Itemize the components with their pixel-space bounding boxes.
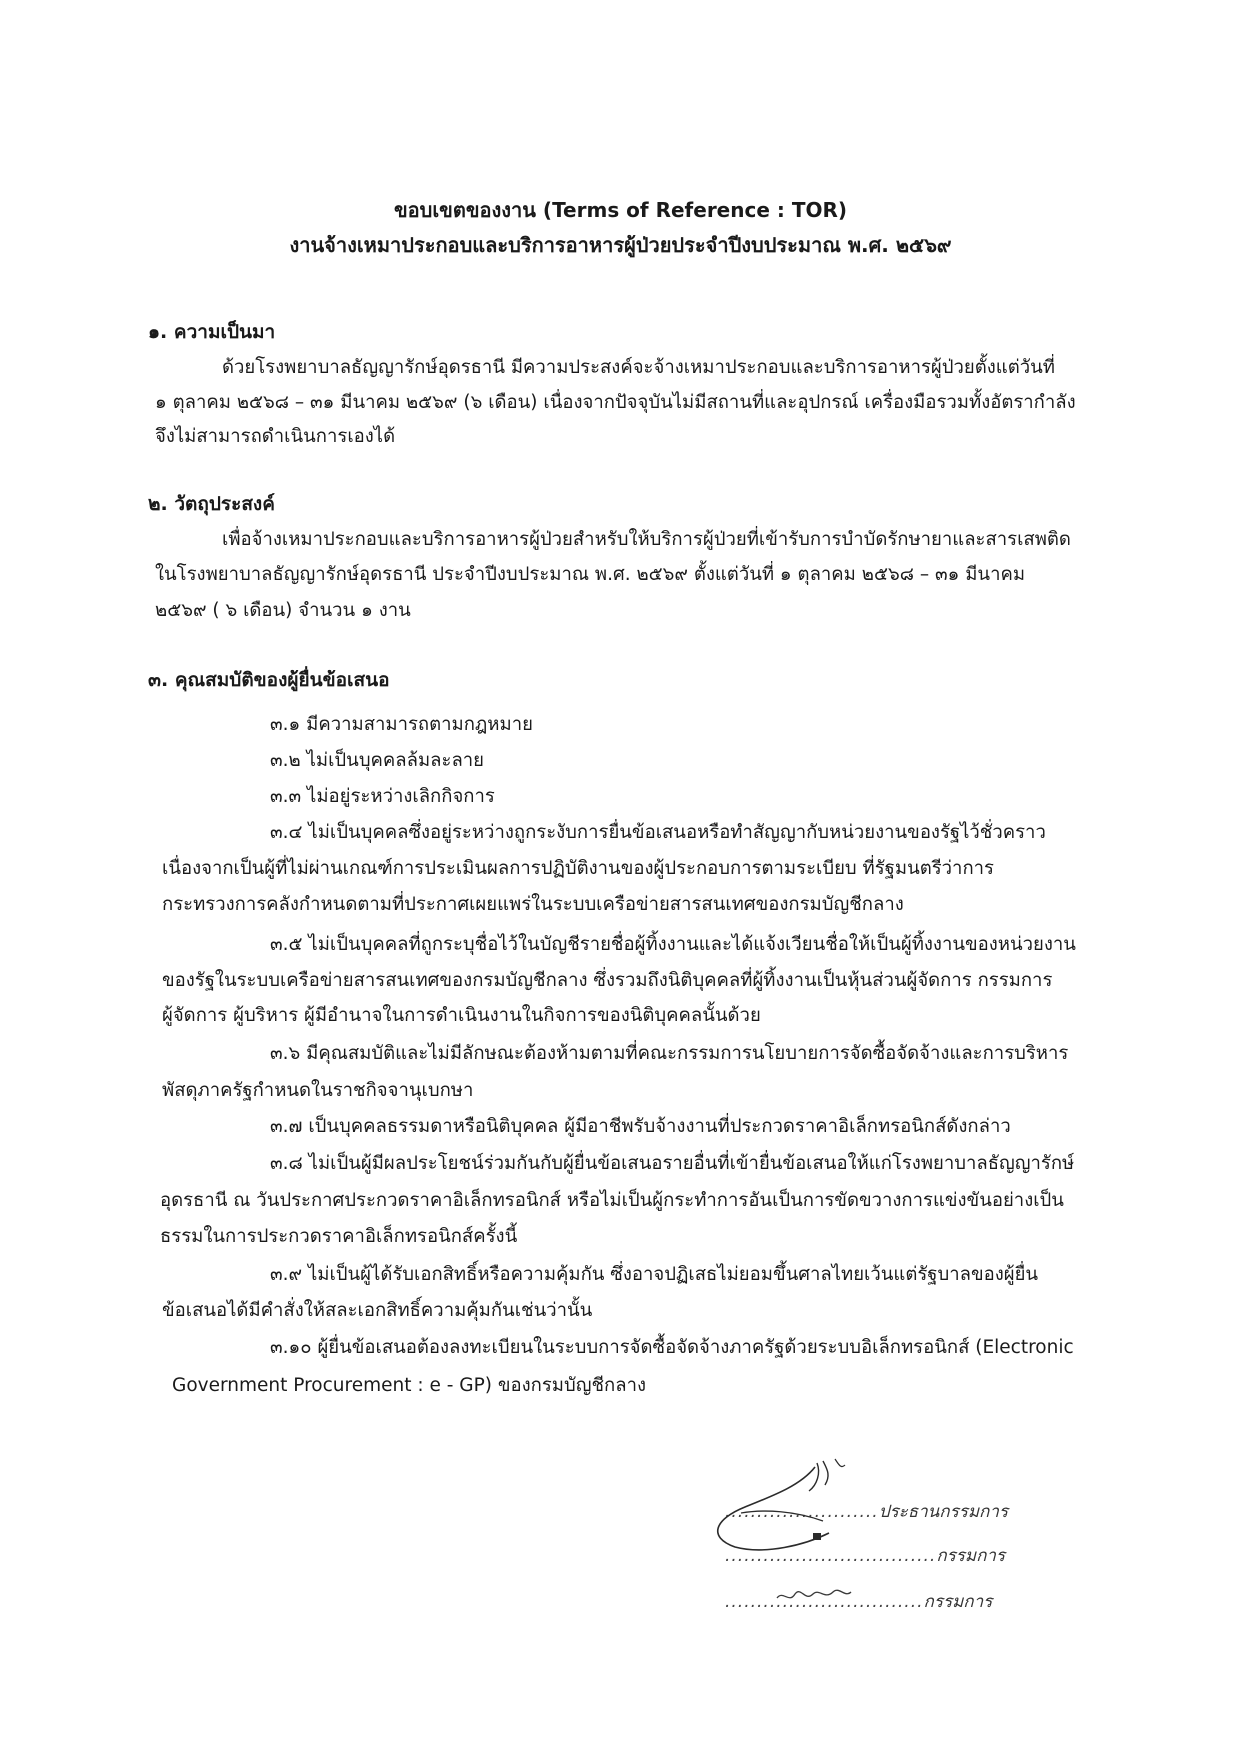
- signature-role: กรรมการ: [923, 1592, 993, 1612]
- section-3-line: ของรัฐในระบบเครือข่ายสารสนเทศของกรมบัญชีกลาง ซึ่งรวมถึงนิติบุคคลที่ผู้ทิ้งงานเป็นหุ้นส่วนผู้จัดการ กรรมการ: [162, 970, 1053, 991]
- document-title: ขอบเขตของงาน (Terms of Reference : TOR): [393, 198, 848, 222]
- section-2-heading: ๒. วัตถุประสงค์: [148, 493, 275, 515]
- section-2-line: ในโรงพยาบาลธัญญารักษ์อุดรธานี ประจำปีงบประมาณ พ.ศ. ๒๕๖๙ ตั้งแต่วันที่ ๑ ตุลาคม ๒๕๖๘ – ๓๑ มีนาคม: [155, 564, 1026, 585]
- section-3-line: อุดรธานี ณ วันประกาศประกวดราคาอิเล็กทรอนิกส์ หรือไม่เป็นผู้กระทำการอันเป็นการขัดขวางการแข่งขันอย่างเป็น: [160, 1190, 1064, 1211]
- signature-role: กรรมการ: [936, 1546, 1006, 1566]
- section-3-heading: ๓. คุณสมบัติของผู้ยื่นข้อเสนอ: [148, 669, 390, 691]
- section-1-line: ด้วยโรงพยาบาลธัญญารักษ์อุดรธานี มีความประสงค์จะจ้างเหมาประกอบและบริการอาหารผู้ป่วยตั้งแต่วันที่: [222, 357, 1055, 378]
- section-3-line: ๓.๕ ไม่เป็นบุคคลที่ถูกระบุชื่อไว้ในบัญชีรายชื่อผู้ทิ้งงานและได้แจ้งเวียนชื่อให้เป็นผู้ทิ้งงานของหน่วยงาน: [270, 934, 1076, 955]
- section-3-line: Government Procurement : e - GP) ของกรมบัญชีกลาง: [172, 1375, 647, 1396]
- section-2-line: เพื่อจ้างเหมาประกอบและบริการอาหารผู้ป่วยสำหรับให้บริการผู้ป่วยที่เข้ารับการบำบัดรักษายาและสารเสพติด: [222, 529, 1071, 550]
- section-1-line: ๑ ตุลาคม ๒๕๖๘ – ๓๑ มีนาคม ๒๕๖๙ (๖ เดือน) เนื่องจากปัจจุบันไม่มีสถานที่และอุปกรณ์ เครื่องมือรวมทั้งอัตรากำลัง: [155, 392, 1076, 413]
- section-3-line: กระทรวงการคลังกำหนดตามที่ประกาศเผยแพร่ในระบบเครือข่ายสารสนเทศของกรมบัญชีกลาง: [162, 894, 904, 915]
- section-3-line: ๓.๘ ไม่เป็นผู้มีผลประโยชน์ร่วมกันกับผู้ยื่นข้อเสนอรายอื่นที่เข้ายื่นข้อเสนอให้แก่โรงพยาบาลธัญญารักษ์: [270, 1153, 1075, 1174]
- section-3-line: ผู้จัดการ ผู้บริหาร ผู้มีอำนาจในการดำเนินงานในกิจการของนิติบุคคลนั้นด้วย: [162, 1005, 761, 1026]
- document-subtitle: งานจ้างเหมาประกอบและบริการอาหารผู้ป่วยประจำปีงบประมาณ พ.ศ. ๒๕๖๙: [289, 233, 952, 257]
- section-3-line: เนื่องจากเป็นผู้ที่ไม่ผ่านเกณฑ์การประเมินผลการปฏิบัติงานของผู้ประกอบการตามระเบียบ ที่รัฐมนตรีว่าการ: [162, 858, 994, 879]
- handwritten-initials: [775, 1580, 855, 1610]
- signature-dots: ...............................: [725, 1592, 924, 1612]
- section-3-line: ๓.๒ ไม่เป็นบุคคลล้มละลาย: [270, 750, 485, 771]
- section-3-line: ธรรมในการประกวดราคาอิเล็กทรอนิกส์ครั้งนี้: [160, 1226, 518, 1247]
- section-1-line: จึงไม่สามารถดำเนินการเองได้: [155, 426, 396, 447]
- section-3-line: ๓.๑๐ ผู้ยื่นข้อเสนอต้องลงทะเบียนในระบบการจัดซื้อจัดจ้างภาครัฐด้วยระบบอิเล็กทรอนิกส์ (Electronic: [270, 1337, 1074, 1358]
- signature-dots: .................................: [725, 1546, 937, 1566]
- section-3-line: ๓.๖ มีคุณสมบัติและไม่มีลักษณะต้องห้ามตามที่คณะกรรมการนโยบายการจัดซื้อจัดจ้างและการบริหาร: [270, 1043, 1069, 1064]
- signature-line-member: [725, 1590, 992, 1614]
- section-3-line: ข้อเสนอได้มีคำสั่งให้สละเอกสิทธิ์ความคุ้มกันเช่นว่านั้น: [162, 1300, 593, 1321]
- signature-role: ประธานกรรมการ: [878, 1502, 1009, 1522]
- section-3-line: พัสดุภาครัฐกำหนดในราชกิจจานุเบกษา: [162, 1080, 474, 1101]
- section-2-line: ๒๕๖๙ ( ๖ เดือน) จำนวน ๑ งาน: [155, 600, 411, 621]
- handwritten-signature: [705, 1455, 885, 1565]
- section-1-heading: ๑. ความเป็นมา: [148, 321, 276, 343]
- section-3-line: ๓.๙ ไม่เป็นผู้ได้รับเอกสิทธิ์หรือความคุ้มกัน ซึ่งอาจปฏิเสธไม่ยอมขึ้นศาลไทยเว้นแต่รัฐบาลของผู้ยื่น: [270, 1264, 1039, 1285]
- signature-dots: ........................: [725, 1502, 879, 1522]
- section-3-line: ๓.๑ มีความสามารถตามกฎหมาย: [270, 714, 533, 735]
- section-3-line: ๓.๔ ไม่เป็นบุคคลซึ่งอยู่ระหว่างถูกระงับการยื่นข้อเสนอหรือทำสัญญากับหน่วยงานของรัฐไว้ชั่วคราว: [270, 822, 1046, 843]
- section-3-line: ๓.๗ เป็นบุคคลธรรมดาหรือนิติบุคคล ผู้มีอาชีพรับจ้างงานที่ประกวดราคาอิเล็กทรอนิกส์ดังกล่าว: [270, 1116, 1011, 1137]
- section-3-line: ๓.๓ ไม่อยู่ระหว่างเลิกกิจการ: [270, 786, 495, 807]
